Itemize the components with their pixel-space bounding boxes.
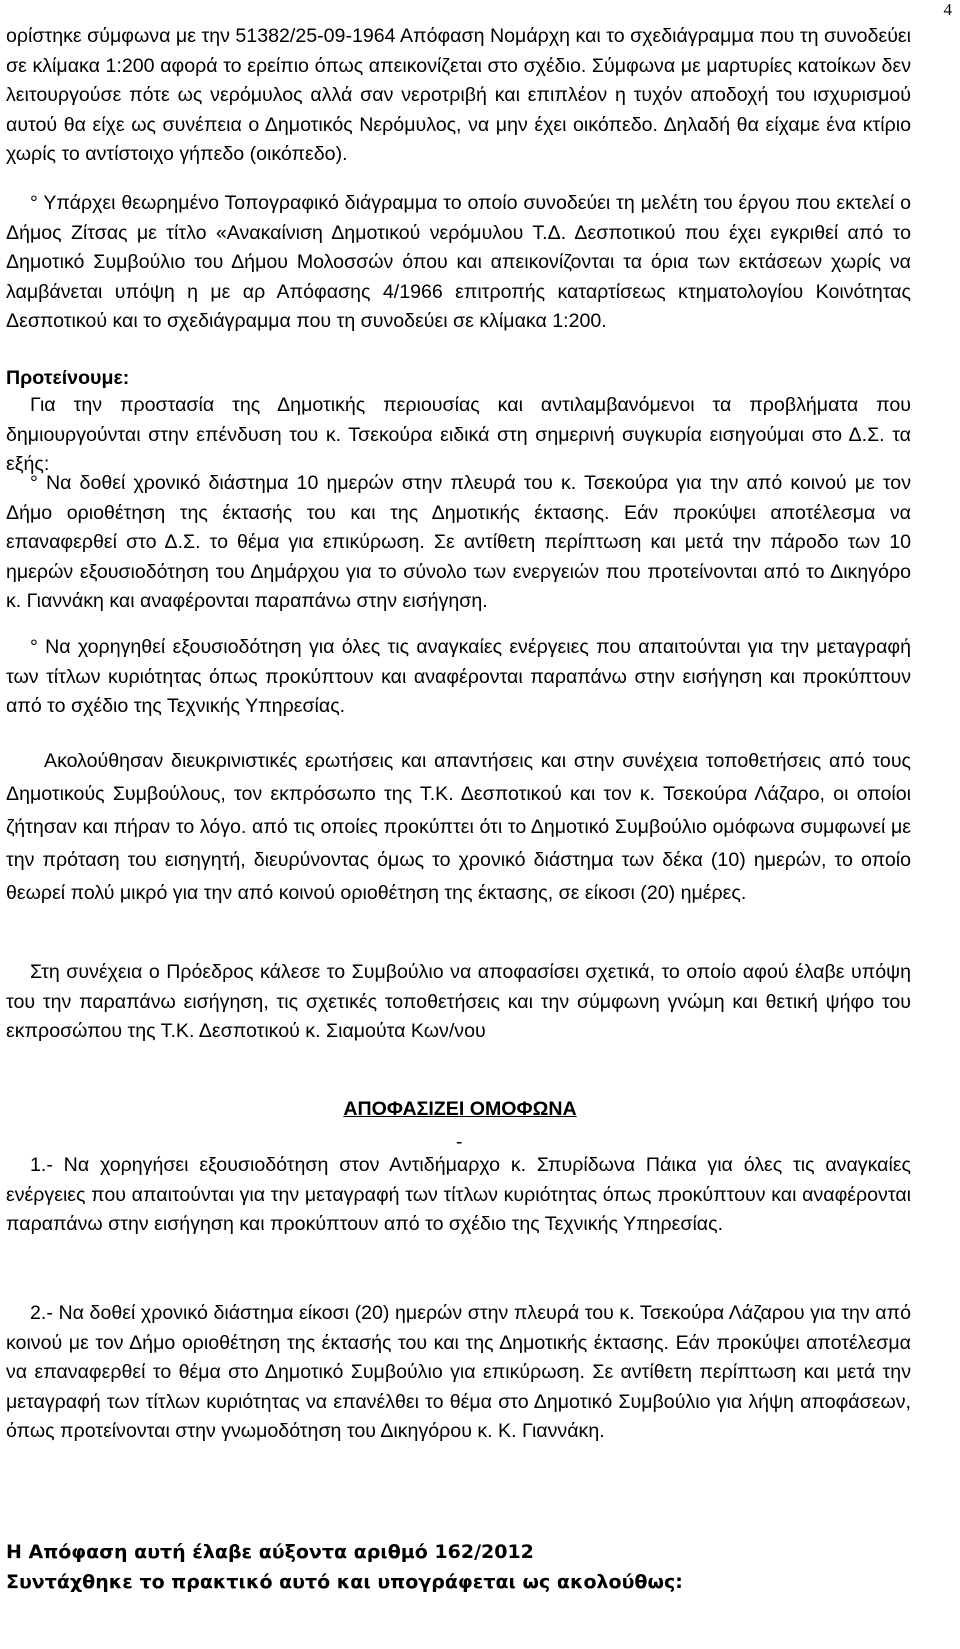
paragraph-2 bbox=[6, 189, 911, 337]
paragraph-1 bbox=[6, 22, 911, 170]
page-number: 4 bbox=[943, 0, 952, 19]
paragraph-6 bbox=[6, 745, 911, 910]
paragraph-text: ° Να χορηγηθεί εξουσιοδότηση για όλες τις αναγκαίες ενέργειες που απαιτούνται για την μεταγραφή των τίτλων κυριότητας όπως προκύπτουν και αναφέρονται παραπάνω στην εισήγηση και προκύπτουν από το σχέδιο της Τεχνικής Υπηρεσίας. bbox=[6, 636, 911, 717]
paragraph-text: 2.- Να δοθεί χρονικό διάστημα είκοσι (20) ημερών στην πλευρά του κ. Τσεκούρα Λάζαρου για την από κοινού με τον Δήμο οριοθέτηση της έκτασής του και της Δημοτικής έκτασης. Εάν προκύψει αποτέλεσμα να επαναφερθεί το θέμα στο Δημοτικό Συμβούλιο για επικύρωση. Σε αντίθετη περίπτωση και μετά την μεταγραφή των τίτλων κυριότητας να επανέλθει το θέμα στο Δημοτικό Συμβούλιο για λήψη αποφάσεων, όπως προτείνονται στην γνωμοδότηση του Δικηγόρου κ. Κ. Γιαννάκη. bbox=[6, 1302, 911, 1442]
paragraph-text: ° Να δοθεί χρονικό διάστημα 10 ημερών στην πλευρά του κ. Τσεκούρα για την από κοινού με τον Δήμο οριοθέτηση της έκτασής του και της Δημοτικής έκτασης. Εάν προκύψει αποτέλεσμα να επαναφερθεί στο Δ.Σ. το θέμα για επικύρωση. Σε αντίθετη περίπτωση και μετά την πάροδο των 10 ημερών εξουσιοδότηση του Δημάρχου για το σύνολο των ενεργειών που προτείνονται από το Δικηγόρο κ. Γιαννάκη και αναφέρονται παραπάνω στην εισήγηση. bbox=[6, 472, 911, 612]
paragraph-text: Για την προστασία της Δημοτικής περιουσίας και αντιλαμβανόμενοι τα προβλήματα που δημιουργούνται στην επένδυση του κ. Τσεκούρα ειδικά στη σημερινή συγκυρία εισηγούμαι στο Δ.Σ. τα εξής: bbox=[6, 394, 911, 475]
paragraph-7 bbox=[6, 958, 911, 1047]
paragraph-text: Ακολούθησαν διευκρινιστικές ερωτήσεις και απαντήσεις και στην συνέχεια τοποθετήσεις από τους Δημοτικούς Συμβούλους, τον εκπρόσωπο της Τ.Κ. Δεσποτικού και τον κ. Τσεκούρα Λάζαρο, οι οποίοι ζήτησαν και πήραν το λόγο. από τις οποίες προκύπτει ότι το Δημοτικό Συμβούλιο ομόφωνα συμφωνεί με την πρόταση του εισηγητή, διευρύνοντας όμως το χρονικό διάστημα των δέκα (10) ημερών, το οποίο θεωρεί πολύ μικρό για την από κοινού οριοθέτηση της έκτασης, σε είκοσι (20) ημέρες. bbox=[6, 750, 911, 904]
paragraph-text: 1.- Να χορηγήσει εξουσιοδότηση στον Αντιδήμαρχο κ. Σπυρίδωνα Πάικα για όλες τις αναγκαίες ενέργειες που απαιτούνται για την μεταγραφή των τίτλων κυριότητας όπως προκύπτουν και αναφέρονται παραπάνω στην εισήγηση και προκύπτουν από το σχέδιο της Τεχνικής Υπηρεσίας. bbox=[6, 1154, 911, 1235]
footer-decision-number: Η Απόφαση αυτή έλαβε αύξοντα αριθμό 162/2012 bbox=[6, 1541, 534, 1563]
paragraph-text: Στη συνέχεια ο Πρόεδρος κάλεσε το Συμβούλιο να αποφασίσει σχετικά, το οποίο αφού έλαβε υπόψη του την παραπάνω εισήγηση, τις σχετικές τοποθετήσεις και την σύμφωνη γνώμη και θετική ψήφο του εκπροσώπου της Τ.Κ. Δεσποτικού κ. Σιαμούτα Κων/νου bbox=[6, 961, 911, 1042]
paragraph-text: ° Υπάρχει θεωρημένο Τοπογραφικό διάγραμμα το οποίο συνοδεύει τη μελέτη του έργου που εκτελεί ο Δήμος Ζίτσας με τίτλο «Ανακαίνιση Δημοτικού νερόμυλου Τ.Δ. Δεσποτικού που έχει εγκριθεί από το Δημοτικό Συμβούλιο του Δήμου Μολοσσών όπου και απεικονίζονται τα όρια των εκτάσεων χωρίς να λαμβάνεται υπόψη η με αρ Απόφασης 4/1966 επιτροπής καταρτίσεως κτηματολογίου Κοινότητας Δεσποτικού και το σχεδιάγραμμα που τη συνοδεύει σε κλίμακα 1:200. bbox=[6, 192, 911, 332]
decision-dash: - bbox=[456, 1132, 463, 1153]
proposal-label: Προτείνουμε: bbox=[6, 367, 130, 389]
decision-heading: ΑΠΟΦΑΣΙΖΕΙ ΟΜΟΦΩΝΑ bbox=[343, 1098, 577, 1120]
paragraph-3 bbox=[6, 391, 911, 480]
paragraph-4 bbox=[6, 469, 911, 617]
paragraph-text: ορίστηκε σύμφωνα με την 51382/25-09-1964 Απόφαση Νομάρχη και το σχεδιάγραμμα που τη συνοδεύει σε κλίμακα 1:200 αφορά το ερείπιο όπως απεικονίζεται στο σχέδιο. Σύμφωνα με μαρτυρίες κατοίκων δεν λειτουργούσε πότε ως νερόμυλος αλλά σαν νεροτριβή και επιπλέον η τυχόν αποδοχή του ισχυρισμού αυτού θα είχε ως συνέπεια ο Δημοτικός Νερόμυλος, να μην έχει οικόπεδο. Δηλαδή θα είχαμε ένα κτίριο χωρίς το αντίστοιχο γήπεδο (οικόπεδο). bbox=[6, 25, 911, 165]
decision-item-2 bbox=[6, 1299, 911, 1447]
footer-signature-note: Συντάχθηκε το πρακτικό αυτό και υπογράφεται ως ακολούθως: bbox=[6, 1571, 683, 1593]
paragraph-5 bbox=[6, 633, 911, 722]
proposal-heading bbox=[6, 364, 911, 394]
decision-item-1 bbox=[6, 1151, 911, 1240]
